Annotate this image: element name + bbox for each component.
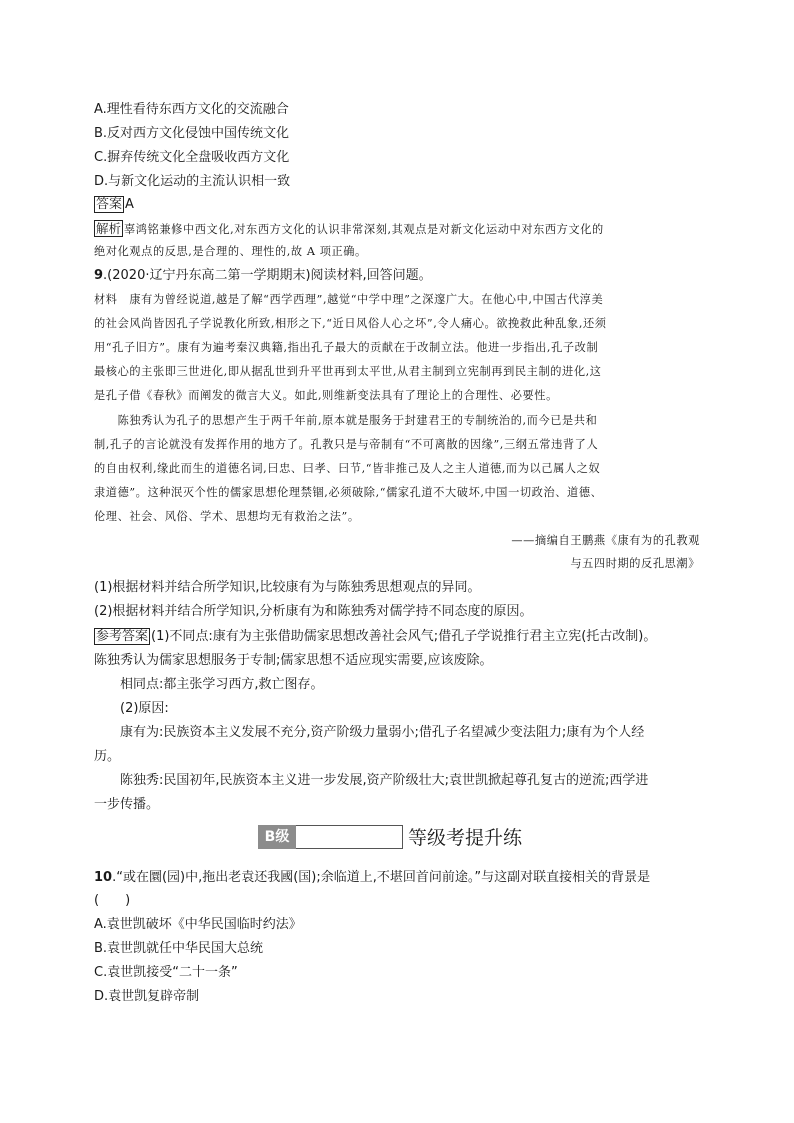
level-title: 等级考提升练 xyxy=(408,827,523,849)
reference-answer-line: 相同点:都主张学习西方,救亡图存。 xyxy=(94,677,324,692)
reference-answer-text: (1)不同点:康有为主张借助儒家思想改善社会风气;借孔子学说推行君主立宪(托古改制)。 xyxy=(151,629,657,644)
material-line: 伦理、社会、风俗、学术、思想均无有救治之法”。 xyxy=(94,510,360,523)
q9-number: 9 xyxy=(94,268,104,283)
material-line: 的社会风尚皆因孔子学说教化所致,相形之下,“近日风俗人心之坏”,令人痛心。欲挽救此种乱象,还须 xyxy=(94,317,607,330)
q8-option-d: D.与新文化运动的主流认识相一致 xyxy=(94,174,291,189)
reference-answer-line: 陈独秀:民国初年,民族资本主义进一步发展,资产阶级壮大;袁世凯掀起尊孔复古的逆流;西学进 xyxy=(94,773,649,788)
reference-answer-line-1 xyxy=(94,628,656,646)
material-line: 的自由权利,缘此而生的道德名词,曰忠、曰孝、曰节,“皆非推己及人之主人道德,而为以己属人之奴 xyxy=(94,462,601,475)
material-line: 用“孔子旧方”。康有为遍考秦汉典籍,指出孔子最大的贡献在于改制立法。他进一步指出,孔子改制 xyxy=(94,341,599,354)
analysis-text: 辜鸿铭兼修中西文化,对东西方文化的认识非常深刻,其观点是对新文化运动中对东西方文化的 xyxy=(124,223,604,236)
answer-value: A xyxy=(125,197,134,212)
source-line-2: 与五四时期的反孔思潮》 xyxy=(570,557,700,570)
reference-answer-line: 陈独秀认为儒家思想服务于专制;儒家思想不适应现实需要,应该废除。 xyxy=(94,653,493,668)
level-badge: B级 xyxy=(258,825,296,849)
reference-answer-line: 康有为:民族资本主义发展不充分,资产阶级力量弱小;借孔子名望减少变法阻力;康有为个人经 xyxy=(94,725,645,740)
material-line: 制,孔子的言论就没有发挥作用的地方了。孔教只是与帝制有“不可离散的因缘”,三纲五常违背了人 xyxy=(94,438,599,451)
q8-analysis-line-1 xyxy=(94,220,604,239)
q10-number: 10 xyxy=(94,870,113,885)
reference-answer-line: 一步传播。 xyxy=(94,797,160,812)
q10-option-c: C.袁世凯接受“二十一条” xyxy=(94,965,238,980)
q9-stem xyxy=(94,267,432,285)
material-line: 材料 康有为曾经说道,越是了解“西学西理”,越觉“中学中理”之深邃广大。在他心中,中国古代淳美 xyxy=(94,293,604,306)
q9-question-2: (2)根据材料并结合所学知识,分析康有为和陈独秀对儒学持不同态度的原因。 xyxy=(94,604,533,619)
q10-stem xyxy=(94,869,650,887)
analysis-label: 解析 xyxy=(96,221,122,236)
q10-option-a: A.袁世凯破坏《中华民国临时约法》 xyxy=(94,917,302,932)
q8-option-a: A.理性看待东西方文化的交流融合 xyxy=(94,102,289,117)
level-divider xyxy=(296,825,403,849)
reference-answer-line: 历。 xyxy=(94,749,121,764)
reference-answer-line: (2)原因: xyxy=(94,701,169,716)
reference-answer-label: 参考答案 xyxy=(96,629,149,644)
q10-option-b: B.袁世凯就任中华民国大总统 xyxy=(94,941,264,956)
material-line: 隶道德”。这种泯灭个性的儒家思想伦理禁锢,必须破除,“儒家孔道不大破坏,中国一切政治、道德、 xyxy=(94,486,603,499)
q9-stem-text: .(2020·辽宁丹东高二第一学期期末)阅读材料,回答问题。 xyxy=(103,268,432,283)
q10-option-d: D.袁世凯复辟帝制 xyxy=(94,989,200,1004)
q10-blank: ( ) xyxy=(94,893,131,908)
q9-question-1: (1)根据材料并结合所学知识,比较康有为与陈独秀思想观点的异同。 xyxy=(94,580,481,595)
source-line-1: ——摘编自王鹏燕《康有为的孔教观 xyxy=(511,534,700,547)
material-line: 是孔子借《春秋》而阐发的微言大义。如此,则维新变法具有了理论上的合理性、必要性。 xyxy=(94,389,558,402)
answer-label: 答案 xyxy=(96,197,123,212)
q8-option-c: C.摒弃传统文化全盘吸收西方文化 xyxy=(94,150,290,165)
q8-analysis-line-2: 绝对化观点的反思,是合理的、理性的,故 A 项正确。 xyxy=(94,245,367,258)
q8-option-b: B.反对西方文化侵蚀中国传统文化 xyxy=(94,126,290,141)
q10-stem-text: .“或在圜(园)中,拖出老袁还我國(国);余临道上,不堪回首问前途。”与这副对联直接相关的背景是 xyxy=(112,870,651,885)
q8-answer xyxy=(94,196,134,214)
material-line: 最核心的主张即三世进化,即从据乱世到升平世再到太平世,从君主制到立宪制再到民主制的进化,这 xyxy=(94,365,602,378)
material-line: 陈独秀认为孔子的思想产生于两千年前,原本就是服务于封建君王的专制统治的,而今已是共和 xyxy=(94,414,598,427)
